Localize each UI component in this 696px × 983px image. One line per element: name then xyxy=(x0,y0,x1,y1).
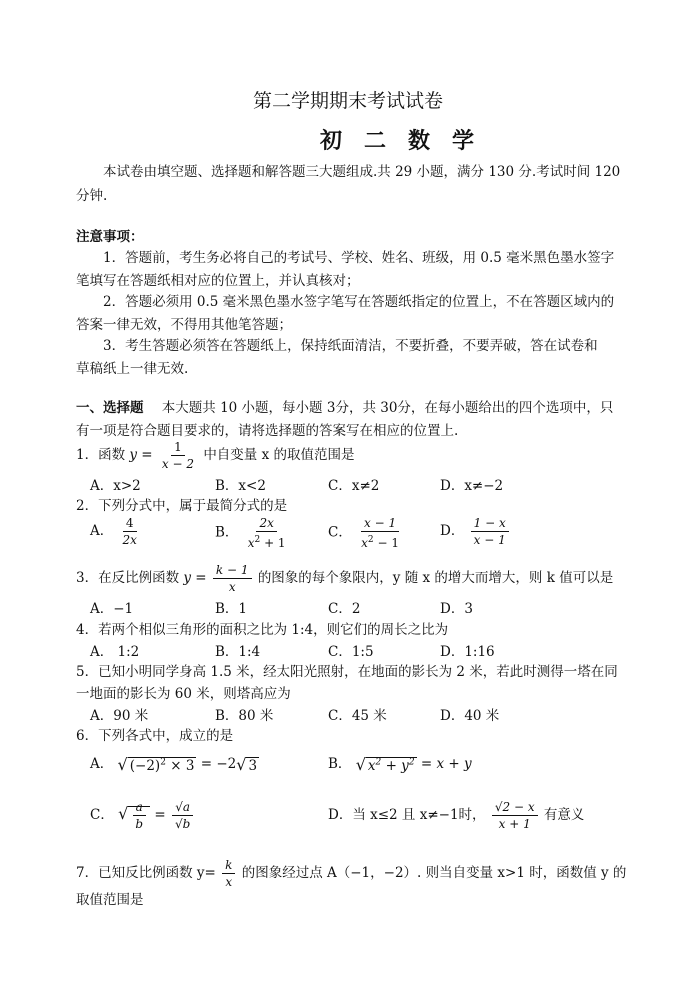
sqrt: √ 3 xyxy=(236,755,258,774)
q5-option-a: A．90 米 xyxy=(90,708,149,724)
note-2-a: 2．答题必须用 0.5 毫米黑色墨水签字笔写在答题纸指定的位置上，不在答题区域内的 xyxy=(103,294,615,310)
q4-option-a: A． 1:2 xyxy=(90,644,140,660)
question-6-stem: 6．下列各式中，成立的是 xyxy=(76,728,234,744)
q3-option-b: B．1 xyxy=(215,601,248,617)
exam-title: 第二学期期末考试试卷 xyxy=(252,90,443,112)
section1-heading: 一、选择题 xyxy=(76,400,144,416)
fraction: $\frac{2x}{x^2 + 1}$ xyxy=(247,516,286,550)
q4-option-d: D．1:16 xyxy=(440,644,495,660)
q1-option-d: D．x≠−2 xyxy=(440,478,504,494)
q1-option-a: A．x>2 xyxy=(90,478,141,494)
question-2-stem: 2．下列分式中，属于最简分式的是 xyxy=(76,498,288,514)
section1-desc-b: 有一项是符合题目要求的，请将选择题的答案写在相应的位置上. xyxy=(76,423,459,439)
note-1-b: 笔填写在答题纸相对应的位置上，并认真核对； xyxy=(76,273,360,289)
sqrt: √ $(-2)^2 \times 3$ xyxy=(117,755,195,774)
section1-desc-a: 本大题共 10 小题，每小题 3分，共 30分，在每小题给出的四个选项中，只 xyxy=(161,400,614,416)
question-1-stem: 1．函数 y = $\frac{1}{x - 2}$ 中自变量 x 的取值范围是 xyxy=(76,440,355,471)
question-5-stem-b: 一地面的影长为 60 米，则塔高应为 xyxy=(76,686,291,702)
q2-option-c: C． $\frac{x - 1}{x^2 - 1}$ xyxy=(328,516,404,550)
fraction: $\frac{√a}{√b}$ xyxy=(172,800,193,831)
fraction: $\frac{x - 1}{x^2 - 1}$ xyxy=(361,516,399,550)
q6-option-b: B． √ $x^2 + y^2 = x + y$ xyxy=(328,755,472,774)
q3-option-d: D．3 xyxy=(440,601,473,617)
q1-option-c: C．x≠2 xyxy=(328,478,380,494)
note-2-b: 答案一律无效，不得用其他笔答题； xyxy=(76,317,292,333)
note-3-a: 3．考生答题必须答在答题纸上，保持纸面清洁，不要折叠，不要弄破，答在试卷和 xyxy=(103,338,598,354)
notes-heading: 注意事项： xyxy=(76,229,144,245)
question-7-line-2: 取值范围是 xyxy=(76,892,144,908)
fraction: $\frac{1}{x - 2}$ xyxy=(161,440,195,471)
section1-line-1 xyxy=(76,396,613,416)
sqrt: √ $\frac{a}{b}$ xyxy=(118,800,150,831)
fraction: $\frac{1 - x}{x - 1}$ xyxy=(471,516,509,547)
q2-option-d: D． $\frac{1 - x}{x - 1}$ xyxy=(440,516,511,547)
question-7-stem: 7．已知反比例函数 y= $\frac{k}{x}$ 的图象经过点 A（−1，−2）. 则当自变量 x>1 时，函数值 y 的 xyxy=(76,858,627,889)
q4-option-c: C．1:5 xyxy=(328,644,374,660)
q6-option-a: A． √ $(-2)^2 \times 3 = -2√$ 3 xyxy=(90,755,258,774)
q3-option-c: C．2 xyxy=(328,601,361,617)
intro-line-1: 本试卷由填空题、选择题和解答题三大题组成.共 29 小题，满分 130 分.考试时间 120 xyxy=(103,164,621,180)
fraction: $\frac{4}{2x}$ xyxy=(122,516,137,547)
q6-option-d: D．当 x≤2 且 x≠−1时， $\frac{√2 - x}{x + 1}$ 有意义 xyxy=(328,800,585,831)
intro-line-2: 分钟. xyxy=(76,188,108,204)
question-3-stem: 3．在反比例函数 y = $\frac{k - 1}{x}$ 的图象的每个象限内，y 随 x 的增大而增大，则 k 值可以是 xyxy=(76,563,614,594)
fraction: $\frac{k}{x}$ xyxy=(222,858,235,889)
q5-option-d: D．40 米 xyxy=(440,708,500,724)
note-1-a: 1．答题前，考生务必将自己的考试号、学校、姓名、班级，用 0.5 毫米黑色墨水签字 xyxy=(103,250,615,266)
subject-title: 初二数学 xyxy=(320,128,497,154)
q6-option-c: C． √ $\frac{a}{b}$ = $\frac{√a}{√b}$ xyxy=(90,800,195,831)
q4-option-b: B．1:4 xyxy=(215,644,261,660)
note-3-b: 草稿纸上一律无效. xyxy=(76,361,189,377)
question-5-stem-a: 5．已知小明同学身高 1.5 米，经太阳光照射，在地面的影长为 2 米，若此时测得一塔在同 xyxy=(76,664,618,680)
question-4-stem: 4．若两个相似三角形的面积之比为 1:4，则它们的周长之比为 xyxy=(76,622,449,638)
q5-option-b: B．80 米 xyxy=(215,708,274,724)
q2-option-a: A． $\frac{4}{2x}$ xyxy=(90,516,142,547)
q2-option-b: B． $\frac{2x}{x^2 + 1}$ xyxy=(215,516,291,550)
q3-option-a: A．−1 xyxy=(90,601,134,617)
q1-option-b: B．x<2 xyxy=(215,478,266,494)
sqrt: √ $x^2 + y^2$ xyxy=(355,755,415,774)
q5-option-c: C．45 米 xyxy=(328,708,387,724)
fraction: $\frac{k - 1}{x}$ xyxy=(213,563,252,594)
fraction: $\frac{√2 - x}{x + 1}$ xyxy=(492,800,538,831)
